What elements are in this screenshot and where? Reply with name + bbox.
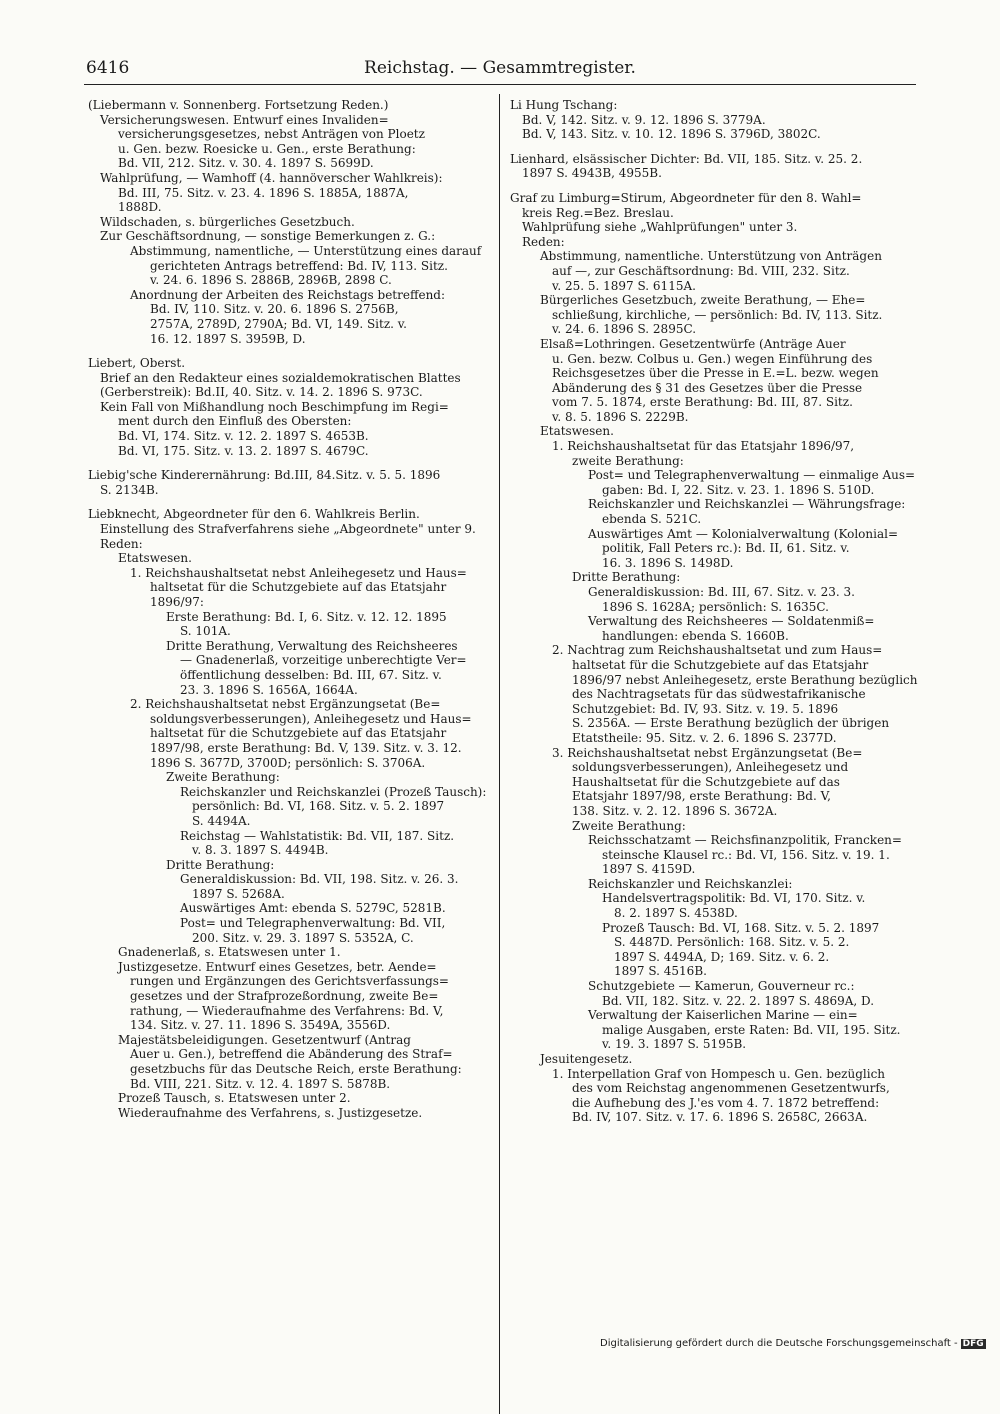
index-line: Bd. V, 143. Sitz. v. 10. 12. 1896 S. 3796D, 3802C. [522, 127, 821, 142]
index-line: schließung, kirchliche, — persönlich: Bd. IV, 113. Sitz. [552, 307, 883, 322]
index-line: Dritte Berathung, Verwaltung des Reichsheeres [166, 638, 458, 653]
index-line: des vom Reichstag angenommenen Gesetzentwurfs, [572, 1081, 890, 1096]
entry-gap [88, 458, 488, 468]
index-line: Bd. VIII, 221. Sitz. v. 12. 4. 1897 S. 5878B. [130, 1076, 391, 1091]
index-line: Reden: [522, 234, 565, 249]
index-line: gerichteten Antrags betreffend: Bd. IV, 113. Sitz. [150, 258, 448, 273]
index-line: malige Ausgaben, erste Raten: Bd. VII, 195. Sitz. [602, 1022, 901, 1037]
entry-gap [88, 346, 488, 356]
index-line: v. 19. 3. 1897 S. 5195B. [602, 1037, 747, 1052]
index-line: kreis Reg.=Bez. Breslau. [522, 205, 674, 220]
index-line: Auer u. Gen.), betreffend die Abänderung des Straf= [130, 1047, 453, 1062]
index-line: Kein Fall von Mißhandlung noch Beschimpfung im Regi= [100, 399, 449, 414]
index-line: Haushaltsetat für die Schutzgebiete auf das [572, 774, 840, 789]
footer-text: Digitalisierung gefördert durch die Deutsche Forschungsgemeinschaft - [600, 1338, 958, 1349]
index-line: Wiederaufnahme des Verfahrens, s. Justizgesetze. [118, 1105, 423, 1120]
index-line: Auswärtiges Amt: ebenda S. 5279C, 5281B. [180, 901, 446, 916]
index-line: vom 7. 5. 1874, erste Berathung: Bd. III, 87. Sitz. [552, 395, 853, 410]
index-line: Anordnung der Arbeiten des Reichstags betreffend: [130, 287, 446, 302]
index-line: ment durch den Einfluß des Obersten: [118, 414, 352, 429]
index-line: S. 2134B. [100, 482, 159, 497]
index-line: Generaldiskussion: Bd. VII, 198. Sitz. v. 26. 3. [180, 872, 459, 887]
index-line: 1896 S. 3677D, 3700D; persönlich: S. 3706A. [150, 755, 426, 770]
index-line: Bd. VI, 175. Sitz. v. 13. 2. 1897 S. 4679C. [118, 443, 369, 458]
index-line: soldungsverbesserungen), Anleihegesetz und Haus= [150, 711, 472, 726]
index-line: 3. Reichshaushaltsetat nebst Ergänzungsetat (Be= [552, 745, 863, 760]
index-line: 2757A, 2789D, 2790A; Bd. VI, 149. Sitz. v. [150, 316, 407, 331]
index-line: Bd. V, 142. Sitz. v. 9. 12. 1896 S. 3779A. [522, 112, 766, 127]
index-line: handlungen: ebenda S. 1660B. [602, 628, 789, 643]
index-line: Auswärtiges Amt — Kolonialverwaltung (Kolonial= [588, 526, 898, 541]
index-line: ebenda S. 521C. [602, 512, 702, 527]
index-line: gesetzbuchs für das Deutsche Reich, erste Berathung: [130, 1062, 462, 1076]
index-line: Elsaß=Lothringen. Gesetzentwürfe (Anträge Auer [540, 336, 846, 351]
index-line: Wahlprüfung, — Wamhoff (4. hannöverscher Wahlkreis): [100, 170, 443, 185]
index-line: Verwaltung der Kaiserlichen Marine — ein= [588, 1008, 858, 1023]
dfg-logo: DFG [962, 1339, 984, 1349]
index-line: 23. 3. 1896 S. 1656A, 1664A. [180, 682, 358, 697]
index-line: gesetzes und der Strafprozeßordnung, zweite Be= [130, 989, 439, 1004]
index-line: Majestätsbeleidigungen. Gesetzentwurf (Antrag [118, 1032, 411, 1047]
index-line: Wildschaden, s. bürgerliches Gesetzbuch. [100, 214, 355, 229]
index-line: (Gerberstreik): Bd.II, 40. Sitz. v. 14. 2. 1896 S. 973C. [100, 385, 423, 400]
index-line: 1896 S. 1628A; persönlich: S. 1635C. [602, 599, 829, 614]
index-line: Handelsvertragspolitik: Bd. VI, 170. Sitz. v. [602, 891, 866, 906]
index-line: Reden: [100, 536, 143, 551]
page-number: 6416 [86, 58, 130, 78]
index-line: 1897 S. 5268A. [192, 886, 285, 901]
index-line: Bd. IV, 107. Sitz. v. 17. 6. 1896 S. 2658C, 2663A. [572, 1110, 868, 1125]
index-line: 1897 S. 4494A, D; 169. Sitz. v. 6. 2. [614, 949, 830, 964]
index-line: Post= und Telegraphenverwaltung — einmalige Aus= [588, 468, 916, 483]
index-line: Etatswesen. [540, 424, 614, 439]
index-line: Brief an den Redakteur eines sozialdemokratischen Blattes [100, 370, 461, 385]
index-line: S. 2356A. — Erste Berathung bezüglich der übrigen [572, 716, 890, 731]
index-line: zweite Berathung: [572, 453, 684, 468]
index-line: Bd. III, 75. Sitz. v. 23. 4. 1896 S. 1885A, 1887A, [118, 185, 409, 200]
index-line: Etatswesen. [118, 551, 192, 566]
index-line: Etatsjahr 1897/98, erste Berathung: Bd. V, [572, 789, 831, 804]
index-line: 16. 3. 1896 S. 1498D. [602, 555, 734, 570]
index-line: Versicherungswesen. Entwurf eines Invaliden= [100, 112, 389, 127]
header-rule [84, 84, 916, 85]
index-line: die Aufhebung des J.'es vom 4. 7. 1872 betreffend: [572, 1095, 880, 1110]
index-line: v. 24. 6. 1896 S. 2886B, 2896B, 2898 C. [150, 273, 392, 288]
index-line: Liebknecht, Abgeordneter für den 6. Wahlkreis Berlin. [88, 507, 420, 522]
index-line: 1897 S. 4159D. [602, 862, 696, 877]
index-line: soldungsverbesserungen), Anleihegesetz und [572, 760, 849, 775]
index-line: öffentlichung desselben: Bd. III, 67. Sitz. v. [180, 667, 442, 682]
index-line: rungen und Ergänzungen des Gerichtsverfassungs= [130, 974, 449, 989]
index-line: — Gnadenerlaß, vorzeitige unberechtigte Ver= [180, 653, 467, 668]
index-line: 138. Sitz. v. 2. 12. 1896 S. 3672A. [572, 803, 778, 818]
index-line: Zweite Berathung: [572, 818, 686, 833]
index-line: haltsetat für die Schutzgebiete auf das Etatsjahr [150, 580, 447, 595]
index-line: gaben: Bd. I, 22. Sitz. v. 23. 1. 1896 S. 510D. [602, 482, 875, 497]
index-line: 1897/98, erste Berathung: Bd. V, 139. Sitz. v. 3. 12. [150, 740, 462, 755]
index-line: 1897 S. 4516B. [614, 964, 707, 979]
index-line: Abstimmung, namentliche. Unterstützung von Anträgen [540, 249, 882, 264]
index-line: Liebig'sche Kinderernährung: Bd.III, 84.Sitz. v. 5. 5. 1896 [88, 468, 441, 483]
index-line: Abänderung des § 31 des Gesetzes über die Presse [552, 380, 863, 395]
index-line: Reichstag — Wahlstatistik: Bd. VII, 187. Sitz. [180, 828, 455, 843]
column-divider [499, 94, 500, 1414]
index-line: des Nachtragsetats für das südwestafrikanische [572, 687, 866, 702]
footer [600, 1338, 986, 1349]
index-line: 1. Reichshaushaltsetat für das Etatsjahr 1896/97, [552, 439, 855, 454]
index-line: Erste Berathung: Bd. I, 6. Sitz. v. 12. 12. 1895 [166, 609, 447, 624]
index-line: S. 101A. [180, 624, 231, 639]
index-line: Justizgesetze. Entwurf eines Gesetzes, betr. Aende= [118, 959, 437, 974]
index-line: Dritte Berathung: [572, 570, 681, 585]
index-line: Reichsgesetzes über die Presse in E.=L. bezw. wegen [552, 366, 879, 381]
index-line: Bd. IV, 110. Sitz. v. 20. 6. 1896 S. 2756B, [150, 302, 399, 317]
index-line: versicherungsgesetzes, nebst Anträgen von Ploetz [118, 127, 425, 142]
index-line: haltsetat für die Schutzgebiete auf das Etatsjahr [150, 726, 447, 741]
index-line: auf —, zur Geschäftsordnung: Bd. VIII, 232. Sitz. [552, 263, 850, 278]
index-line: S. 4494A. [192, 813, 251, 828]
index-line: Bd. VII, 212. Sitz. v. 30. 4. 1897 S. 5699D. [118, 156, 374, 171]
index-line: Etatstheile: 95. Sitz. v. 2. 6. 1896 S. 2377D. [572, 730, 837, 745]
index-line: rathung, — Wiederaufnahme des Verfahrens: Bd. V, [130, 1003, 444, 1018]
index-line: 1896/97: [150, 595, 204, 609]
index-line: Zur Geschäftsordnung, — sonstige Bemerkungen z. G.: [100, 229, 436, 244]
index-line: v. 24. 6. 1896 S. 2895C. [552, 322, 697, 337]
index-line: Wahlprüfung siehe „Wahlprüfungen" unter 3. [522, 220, 798, 235]
index-line: Verwaltung des Reichsheeres — Soldatenmiß= [588, 614, 875, 629]
index-line: Reichskanzler und Reichskanzlei: [588, 876, 793, 891]
left-column [88, 98, 488, 1120]
index-line: 1. Reichshaushaltsetat nebst Anleihegesetz und Haus= [130, 565, 467, 580]
index-line: 1897 S. 4943B, 4955B. [522, 166, 662, 181]
index-line: v. 8. 5. 1896 S. 2229B. [552, 409, 689, 424]
index-line: Prozeß Tausch: Bd. VI, 168. Sitz. v. 5. 2. 1897 [602, 920, 880, 935]
index-line: S. 4487D. Persönlich: 168. Sitz. v. 5. 2. [614, 935, 850, 950]
index-line: v. 8. 3. 1897 S. 4494B. [192, 843, 329, 858]
index-line: Reichskanzler und Reichskanzlei — Währungsfrage: [588, 497, 906, 512]
index-line: Prozeß Tausch, s. Etatswesen unter 2. [118, 1091, 351, 1106]
entry-gap [510, 142, 916, 152]
index-line: Jesuitengesetz. [540, 1052, 633, 1066]
index-line: 1. Interpellation Graf von Hompesch u. Gen. bezüglich [552, 1066, 886, 1081]
index-line: Reichsschatzamt — Reichsfinanzpolitik, Francken= [588, 833, 902, 848]
index-line: politik, Fall Peters rc.): Bd. II, 61. Sitz. v. [602, 541, 850, 556]
index-line: u. Gen. bezw. Roesicke u. Gen., erste Berathung: [118, 141, 416, 156]
index-line: Li Hung Tschang: [510, 98, 618, 112]
index-line: 134. Sitz. v. 27. 11. 1896 S. 3549A, 3556D. [130, 1018, 391, 1033]
index-line: steinsche Klausel rc.: Bd. VI, 156. Sitz. v. 19. 1. [602, 847, 890, 862]
entry-gap [88, 497, 488, 507]
index-line: Dritte Berathung: [166, 857, 275, 872]
index-line: 1896/97 nebst Anleihegesetz, erste Berathung bezüglich [572, 672, 918, 687]
index-line: Abstimmung, namentliche, — Unterstützung eines darauf [130, 243, 482, 258]
index-line: Gnadenerlaß, s. Etatswesen unter 1. [118, 945, 341, 960]
index-line: (Liebermann v. Sonnenberg. Fortsetzung Reden.) [88, 98, 389, 112]
index-line: v. 25. 5. 1897 S. 6115A. [552, 278, 696, 293]
index-line: 16. 12. 1897 S. 3959B, D. [150, 331, 306, 346]
index-line: 2. Reichshaushaltsetat nebst Ergänzungsetat (Be= [130, 697, 441, 712]
index-line: 8. 2. 1897 S. 4538D. [614, 906, 738, 921]
index-line: 1888D. [118, 200, 162, 215]
index-line: Schutzgebiete — Kamerun, Gouverneur rc.: [588, 979, 855, 994]
index-line: u. Gen. bezw. Colbus u. Gen.) wegen Einführung des [552, 351, 873, 366]
index-line: Schutzgebiet: Bd. IV, 93. Sitz. v. 19. 5. 1896 [572, 701, 839, 716]
index-line: Generaldiskussion: Bd. III, 67. Sitz. v. 23. 3. [588, 585, 855, 599]
index-line: persönlich: Bd. VI, 168. Sitz. v. 5. 2. 1897 [192, 799, 445, 814]
index-line: Einstellung des Strafverfahrens siehe „Abgeordnete" unter 9. [100, 522, 476, 537]
index-line: haltsetat für die Schutzgebiete auf das Etatsjahr [572, 657, 869, 672]
right-column [510, 98, 916, 1125]
page-title: Reichstag. — Gesammtregister. [364, 58, 636, 78]
index-line: 2. Nachtrag zum Reichshaushaltsetat und zum Haus= [552, 643, 883, 658]
index-line: Graf zu Limburg=Stirum, Abgeordneter für den 8. Wahl= [510, 190, 862, 205]
index-line: Reichskanzler und Reichskanzlei (Prozeß Tausch): [180, 784, 487, 799]
index-line: Bd. VII, 182. Sitz. v. 22. 2. 1897 S. 4869A, D. [602, 993, 875, 1008]
index-line: Post= und Telegraphenverwaltung: Bd. VII, [180, 916, 446, 931]
index-line: Lienhard, elsässischer Dichter: Bd. VII, 185. Sitz. v. 25. 2. [510, 151, 863, 166]
index-line: Bürgerliches Gesetzbuch, zweite Berathung, — Ehe= [540, 293, 866, 308]
entry-gap [510, 181, 916, 191]
index-line: 200. Sitz. v. 29. 3. 1897 S. 5352A, C. [192, 930, 414, 945]
index-line: Bd. VI, 174. Sitz. v. 12. 2. 1897 S. 4653B. [118, 429, 369, 444]
index-line: Liebert, Oberst. [88, 356, 186, 371]
index-line: Zweite Berathung: [166, 770, 280, 785]
